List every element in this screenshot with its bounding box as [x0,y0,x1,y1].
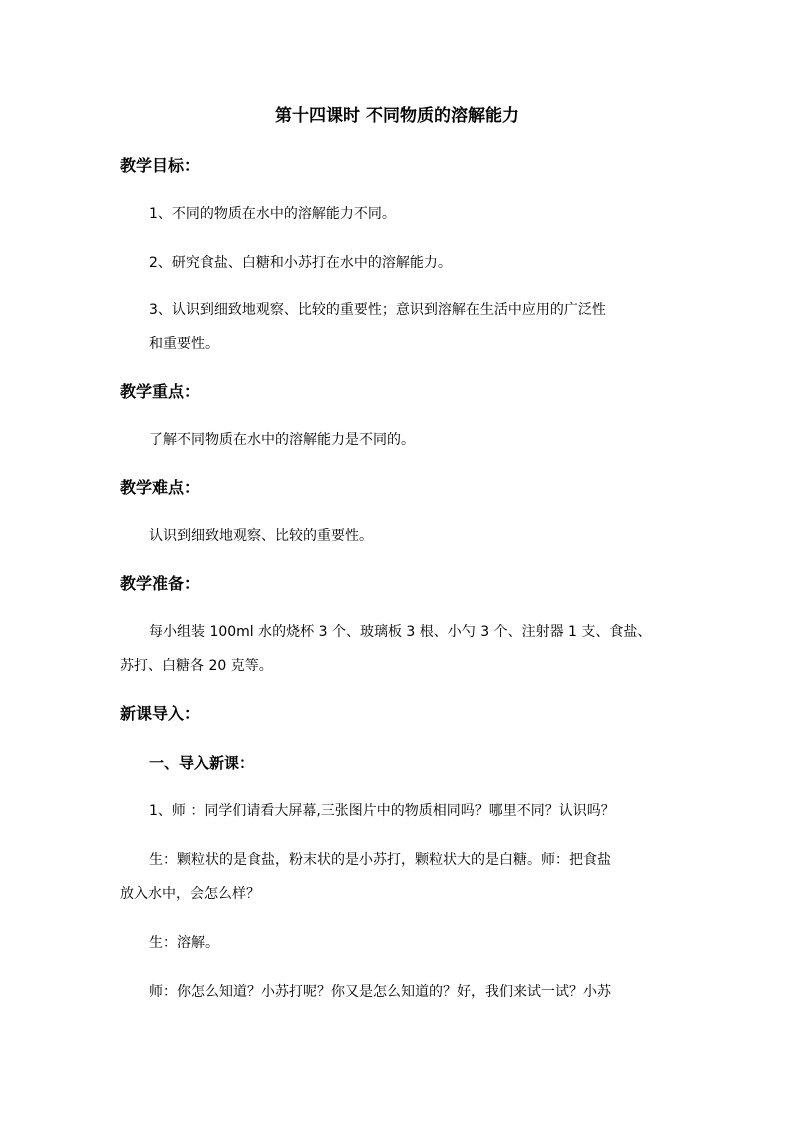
lesson-title: 第十四课时 不同物质的溶解能力 [275,106,519,126]
intro-paragraph-2-line-1: 生：颗粒状的是食盐，粉末状的是小苏打，颗粒状大的是白糖。师：把食盐 [149,852,611,868]
intro-paragraph-1: 1、师 ：同学们请看大屏幕,三张图片中的物质相同吗？哪里不同？认识吗？ [149,803,615,819]
key-point-text: 了解不同物质在水中的溶解能力是不同的。 [149,432,415,448]
goal-item-3-line-1: 3、认识到细致地观察、比较的重要性；意识到溶解在生活中应用的广泛性 [149,302,606,318]
difficulty-heading: 教学难点： [120,478,201,497]
preparation-line-1: 每小组装 100ml 水的烧杯 3 个、玻璃板 3 根、小勺 3 个、注射器 1 支、食盐、 [149,624,652,640]
difficulty-text: 认识到细致地观察、比较的重要性。 [149,528,373,544]
intro-sub-heading: 一、导入新课： [149,754,255,772]
intro-paragraph-4: 师：你怎么知道？小苏打呢？你又是怎么知道的？好，我们来试一试？小苏 [149,984,611,1000]
intro-heading: 新课导入： [120,704,201,723]
goal-item-3-line-2: 和重要性。 [149,336,219,352]
goal-item-2: 2、研究食盐、白糖和小苏打在水中的溶解能力。 [149,255,452,271]
intro-paragraph-2-line-2: 放入水中，会怎么样？ [120,886,260,902]
preparation-line-2: 苏打、白糖各 20 克等。 [120,658,273,674]
key-point-heading: 教学重点： [120,382,201,401]
intro-paragraph-3: 生：溶解。 [149,935,219,951]
preparation-heading: 教学准备： [120,574,201,593]
goal-item-1: 1、不同的物质在水中的溶解能力不同。 [149,206,396,222]
goals-heading: 教学目标： [120,156,201,175]
